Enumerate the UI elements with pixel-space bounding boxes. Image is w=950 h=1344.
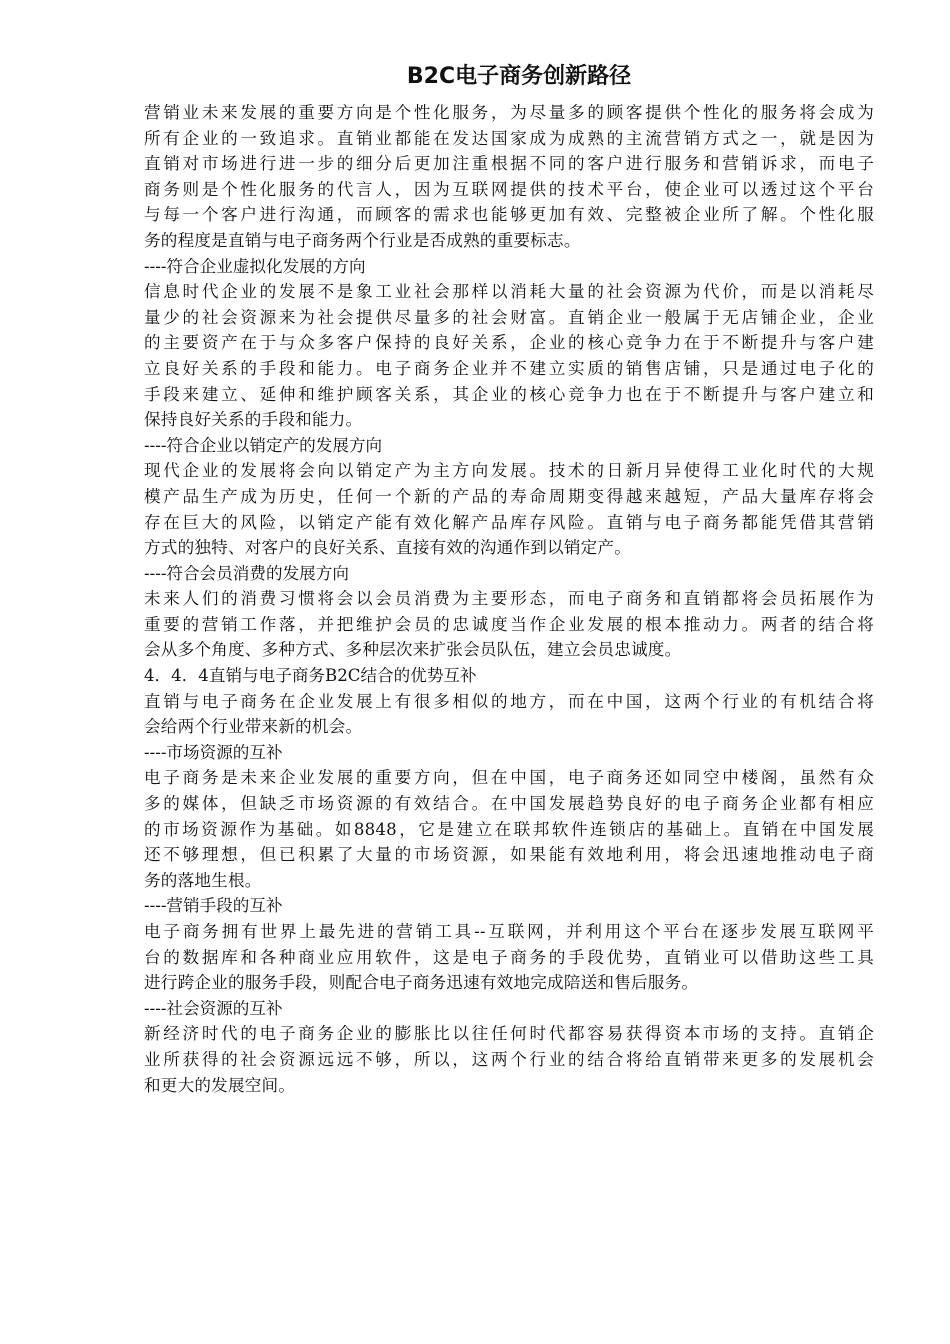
paragraph-line: 直销与电子商务在企业发展上有很多相似的地方，而在中国，这两个行业的有机结合将 — [144, 691, 874, 711]
paragraph-line: 进行跨企业的服务手段，则配合电子商务迅速有效地完成陪送和售后服务。 — [144, 973, 699, 993]
paragraph — [144, 689, 874, 740]
paragraph-line: 存在巨大的风险，以销定产能有效化解产品库存风险。直销与电子商务都能凭借其营销 — [144, 512, 874, 532]
section-heading: ----市场资源的互补 — [144, 742, 283, 762]
section-heading: ----营销手段的互补 — [144, 896, 283, 916]
section-heading: 4．4．4直销与电子商务B2C结合的优势互补 — [144, 666, 477, 686]
paragraph-line: 和更大的发展空间。 — [144, 1075, 296, 1095]
paragraph — [144, 458, 874, 560]
paragraph-line: 的市场资源作为基础。如8848，它是建立在联邦软件连锁店的基础上。直销在中国发展 — [144, 819, 874, 839]
paragraph-line: 手段来建立、延伸和维护顾客关系，其企业的核心竞争力也在于不断提升与客户建立和 — [144, 384, 874, 404]
paragraph-line: 务的落地生根。 — [144, 870, 262, 890]
paragraph-line: 业所获得的社会资源远远不够，所以，这两个行业的结合将给直销带来更多的发展机会 — [144, 1049, 874, 1069]
paragraph-line: 现代企业的发展将会向以销定产为主方向发展。技术的日新月异使得工业化时代的大规 — [144, 461, 874, 481]
paragraph-line: 会给两个行业带来新的机会。 — [144, 717, 363, 737]
paragraph-line: 立良好关系的手段和能力。电子商务企业并不建立实质的销售店铺，只是通过电子化的 — [144, 358, 874, 378]
paragraph-line: 还不够理想，但已积累了大量的市场资源，如果能有效地利用，将会迅速地推动电子商 — [144, 845, 874, 865]
document-title: B2C电子商务创新路径 — [406, 64, 632, 89]
section-heading: ----社会资源的互补 — [144, 998, 283, 1018]
paragraph-line: 与每一个客户进行沟通，而顾客的需求也能够更加有效、完整被企业所了解。个性化服 — [144, 205, 874, 225]
section-heading: ----符合企业以销定产的发展方向 — [144, 435, 383, 455]
paragraph-line: 直销对市场进行进一步的细分后更加注重根据不同的客户进行服务和营销诉求，而电子 — [144, 154, 874, 174]
paragraph-line: 新经济时代的电子商务企业的膨胀比以往任何时代都容易获得资本市场的支持。直销企 — [144, 1024, 874, 1044]
paragraph-line: 营销业未来发展的重要方向是个性化服务，为尽量多的顾客提供个性化的服务将会成为 — [144, 103, 874, 122]
paragraph-line: 台的数据库和各种商业应用软件，这是电子商务的手段优势，直销业可以借助这些工具 — [144, 947, 874, 967]
paragraph — [144, 279, 874, 433]
document-page — [144, 60, 874, 1098]
paragraph-line: 量少的社会资源来为社会提供尽量多的社会财富。直销企业一般属于无店铺企业，企业 — [144, 307, 874, 327]
paragraph-line: 重要的营销工作落，并把维护会员的忠诚度当作企业发展的根本推动力。两者的结合将 — [144, 614, 874, 634]
paragraph-line: 所有企业的一致追求。直销业都能在发达国家成为成熟的主流营销方式之一，就是因为 — [144, 128, 874, 148]
paragraph — [144, 1021, 874, 1098]
paragraph-line: 务的程度是直销与电子商务两个行业是否成熟的重要标志。 — [144, 230, 581, 250]
paragraph — [144, 586, 874, 663]
paragraph-line: 保持良好关系的手段和能力。 — [144, 410, 363, 430]
paragraph-line: 模产品生产成为历史，任何一个新的产品的寿命周期变得越来越短，产品大量库存将会 — [144, 486, 874, 506]
section-heading: ----符合会员消费的发展方向 — [144, 563, 349, 583]
paragraph-line: 方式的独特、对客户的良好关系、直接有效的沟通作到以销定产。 — [144, 538, 632, 558]
paragraph-line: 商务则是个性化服务的代言人，因为互联网提供的技术平台，使企业可以透过这个平台 — [144, 179, 874, 199]
paragraph-line: 的主要资产在于与众多客户保持的良好关系，企业的核心竞争力在于不断提升与客户建 — [144, 333, 874, 353]
paragraph-line: 多的媒体，但缺乏市场资源的有效结合。在中国发展趋势良好的电子商务企业都有相应 — [144, 794, 874, 814]
paragraph — [144, 919, 874, 996]
paragraph-line: 电子商务是未来企业发展的重要方向，但在中国，电子商务还如同空中楼阁，虽然有众 — [144, 768, 874, 788]
paragraph — [144, 100, 874, 254]
paragraph-line: 会从多个角度、多种方式、多种层次来扩张会员队伍，建立会员忠诚度。 — [144, 640, 682, 660]
paragraph-line: 信息时代企业的发展不是象工业社会那样以消耗大量的社会资源为代价，而是以消耗尽 — [144, 282, 874, 302]
paragraph — [144, 765, 874, 893]
paragraph-line: 未来人们的消费习惯将会以会员消费为主要形态，而电子商务和直销都将会员拓展作为 — [144, 589, 874, 609]
section-heading: ----符合企业虚拟化发展的方向 — [144, 256, 366, 276]
document-body — [144, 100, 874, 1098]
paragraph-line: 电子商务拥有世界上最先进的营销工具--互联网，并利用这个平台在逐步发展互联网平 — [144, 922, 874, 941]
